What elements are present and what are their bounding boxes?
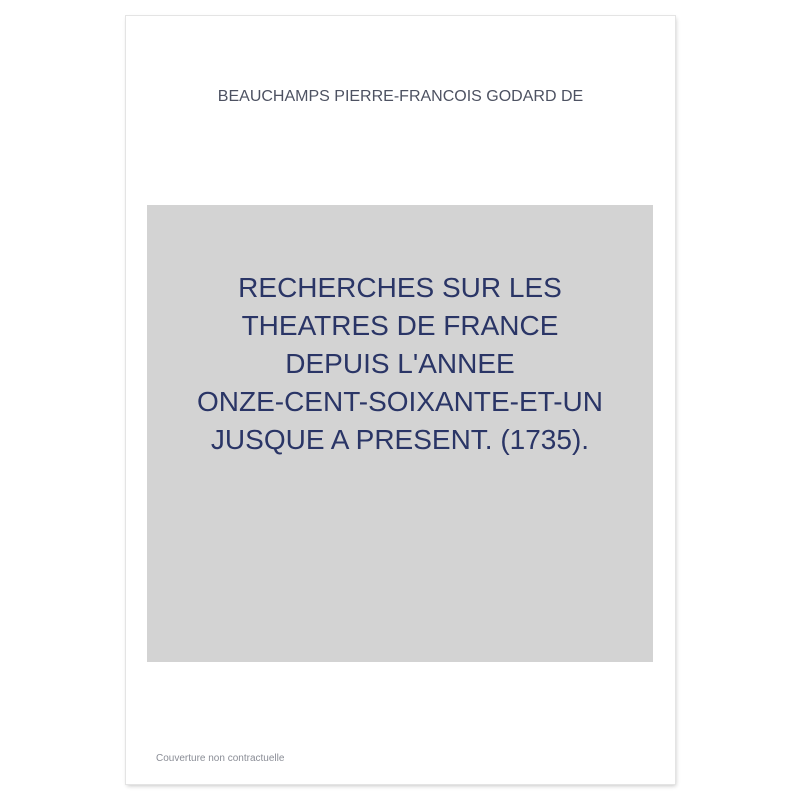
title-line: RECHERCHES SUR LES	[238, 272, 562, 303]
book-title	[147, 269, 653, 459]
title-line: DEPUIS L'ANNEE	[285, 348, 515, 379]
title-line: JUSQUE A PRESENT. (1735).	[210, 424, 590, 455]
book-cover	[126, 16, 675, 784]
cover-disclaimer: Couverture non contractuelle	[156, 753, 285, 764]
title-line: ONZE-CENT-SOIXANTE-ET-UN	[196, 386, 603, 417]
author-name: BEAUCHAMPS PIERRE-FRANCOIS GODARD DE	[217, 88, 584, 105]
title-panel	[147, 205, 653, 662]
title-line: THEATRES DE FRANCE	[241, 310, 559, 341]
